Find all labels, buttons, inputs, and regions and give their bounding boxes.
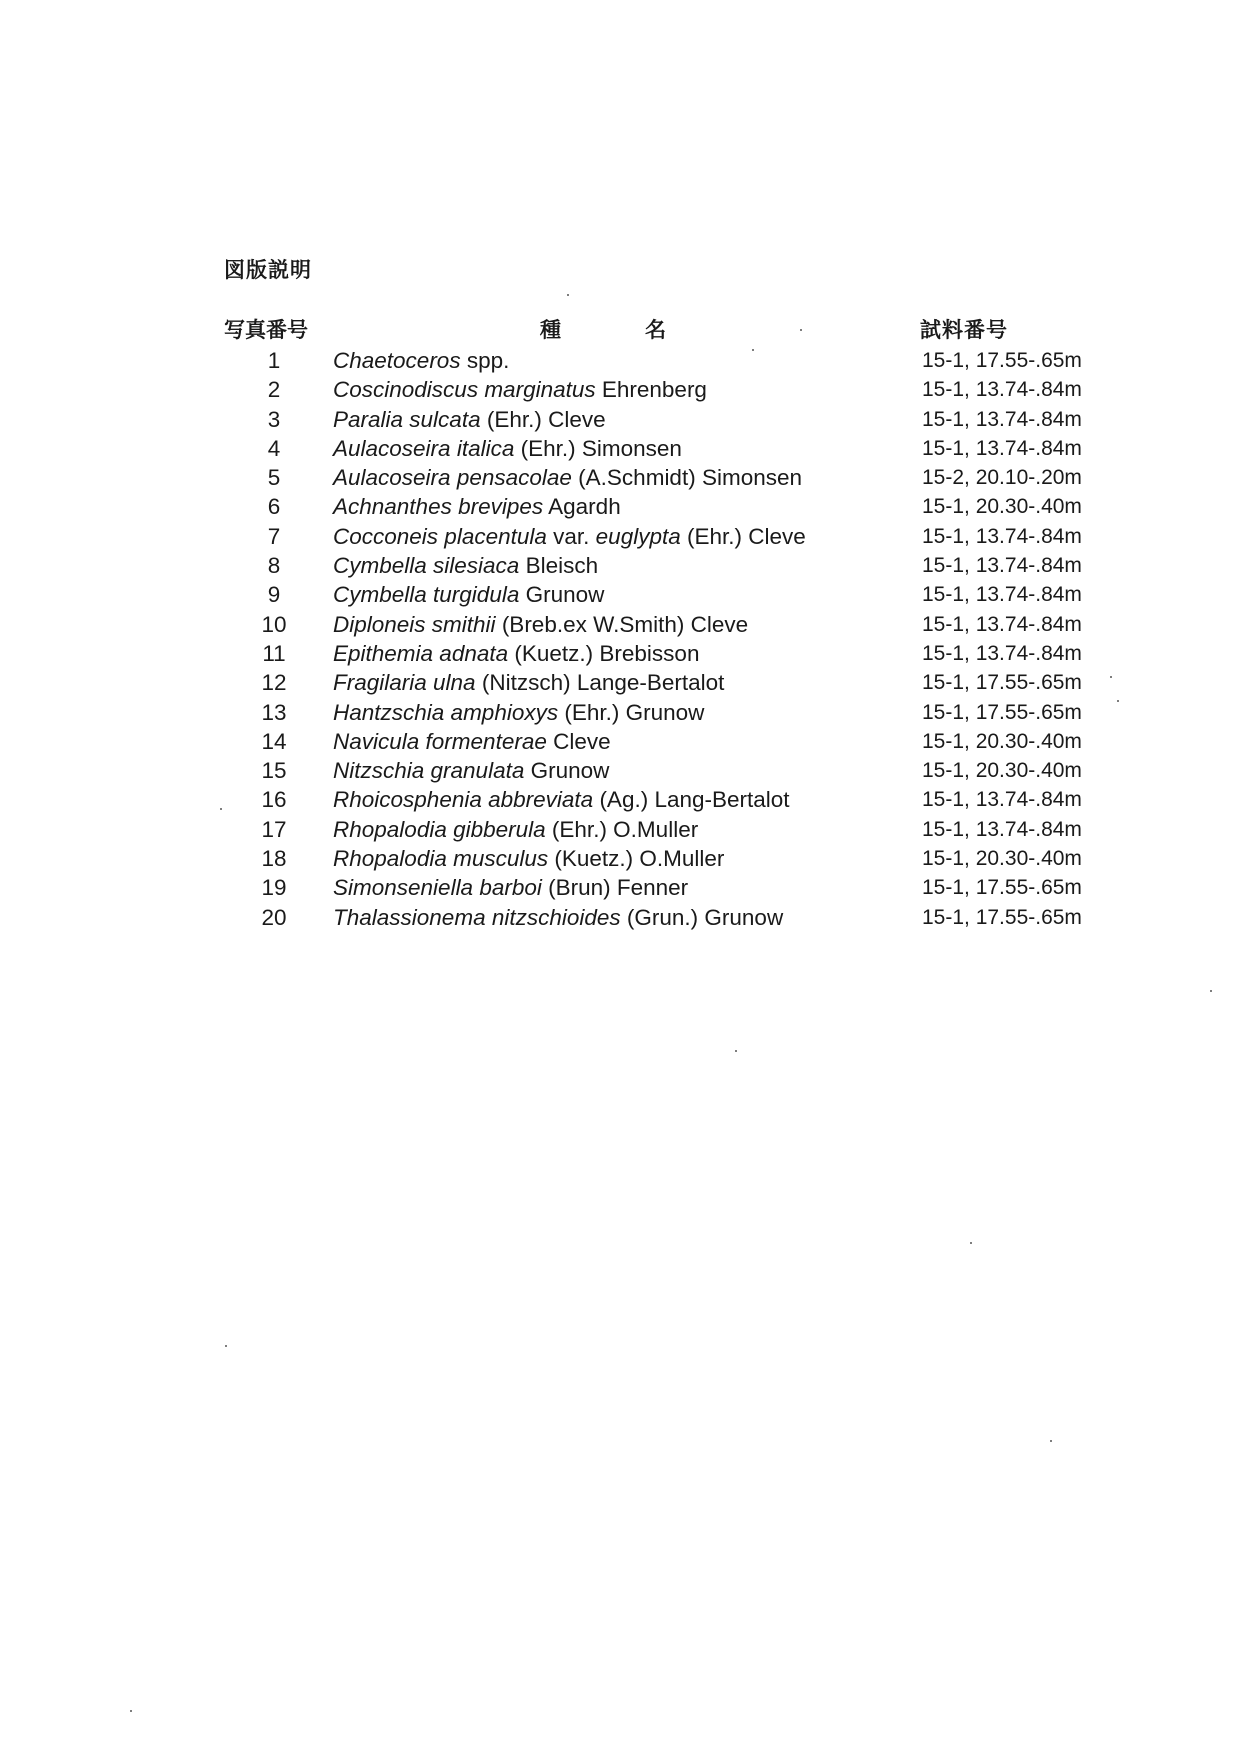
table-row [0,815,1236,844]
species-binomial: Thalassionema nitzschioides [333,904,621,930]
photo-number: 10 [261,611,287,637]
table-row [0,492,1236,521]
sample-number: 15-1, 17.55-.65m [922,671,1082,695]
sample-number: 15-1, 20.30-.40m [922,729,1082,753]
table-row [0,405,1236,434]
species-authority: Cleve [546,728,611,754]
species-binomial: Rhopalodia gibberula [333,816,546,842]
species-authority: (Kuetz.) Brebisson [508,640,700,666]
table-row [0,610,1236,639]
photo-number: 13 [261,699,287,725]
species-authority: var. [546,523,596,549]
table-row [0,756,1236,785]
species-authority: Bleisch [519,553,599,579]
scan-speck [567,294,569,296]
photo-number: 20 [261,904,287,930]
species-binomial: Achnanthes brevipes [333,494,544,520]
species-name [333,844,724,873]
species-binomial: Cymbella silesiaca [333,553,520,579]
photo-number: 18 [261,846,287,872]
sample-number: 15-1, 13.74-.84m [922,612,1082,636]
species-binomial: Cocconeis placentula [333,523,547,549]
species-name [333,551,598,580]
species-authority: (Ehr.) Simonsen [514,435,682,461]
species-binomial: Coscinodiscus marginatus [333,377,596,403]
scan-speck [225,1345,227,1347]
species-binomial: Aulacoseira italica [333,435,515,461]
species-authority: (Ag.) Lang-Bertalot [593,787,790,813]
sample-number: 15-1, 17.55-.65m [922,876,1082,900]
photo-number: 1 [267,348,281,373]
scan-speck [800,329,802,331]
table-row [0,698,1236,727]
species-binomial: Chaetoceros [333,348,461,373]
table-row [0,551,1236,580]
header-sample-number: 試料番号 [920,318,1008,342]
species-name [333,815,698,844]
species-name [333,639,699,668]
table-row [0,903,1236,932]
species-binomial: Hantzschia amphioxys [333,699,559,725]
sample-number: 15-1, 20.30-.40m [922,759,1082,783]
species-binomial: Fragilaria ulna [333,670,476,696]
scan-speck [735,1050,737,1052]
species-authority: (Brun) Fenner [541,875,689,901]
scan-speck [752,349,754,351]
photo-number: 3 [267,406,281,432]
scan-speck [1210,990,1212,992]
table-row [0,785,1236,814]
species-authority: Agardh [543,494,621,520]
species-name [333,346,509,375]
photo-number: 5 [267,465,281,491]
table-row [0,375,1236,404]
sample-number: 15-1, 13.74-.84m [922,524,1082,548]
sample-number: 15-1, 17.55-.65m [922,349,1082,372]
sample-number: 15-1, 13.74-.84m [922,817,1082,841]
species-binomial: Nitzschia granulata [333,758,525,784]
sample-number: 15-1, 17.55-.65m [922,905,1082,929]
species-binomial: Epithemia adnata [333,640,509,666]
variety-authority: (Ehr.) Cleve [680,523,806,549]
species-name [333,698,704,727]
species-binomial: Rhopalodia musculus [333,846,549,872]
sample-number: 15-1, 13.74-.84m [922,554,1082,578]
species-binomial: Paralia sulcata [333,406,481,432]
table-row [0,873,1236,902]
variety-name: euglypta [595,523,681,549]
sample-number: 15-1, 20.30-.40m [922,847,1082,871]
species-binomial: Aulacoseira pensacolae [333,465,572,491]
sample-number: 15-1, 13.74-.84m [922,407,1082,431]
species-authority: (Nitzsch) Lange-Bertalot [475,670,725,696]
species-name [333,668,724,697]
species-authority: (Ehr.) O.Muller [545,816,699,842]
species-name [333,756,609,785]
species-name [333,492,621,521]
species-name [333,463,802,492]
species-authority: Grunow [524,758,610,784]
scan-speck [220,808,222,810]
species-binomial: Diploneis smithii [333,611,496,637]
header-species-name: 種名 [540,318,750,342]
photo-number: 12 [261,670,287,696]
photo-number: 17 [261,816,287,842]
species-name [333,903,783,932]
species-name [333,580,604,609]
species-name [333,785,790,814]
species-authority: (A.Schmidt) Simonsen [571,465,802,491]
species-binomial: Cymbella turgidula [333,582,520,608]
photo-number: 6 [267,494,281,520]
species-name [333,873,688,902]
species-binomial: Simonseniella barboi [333,875,542,901]
table-row [0,639,1236,668]
photo-number: 14 [261,728,287,754]
species-name [333,434,682,463]
header-photo-number: 写真番号 [224,318,308,342]
species-authority: (Kuetz.) O.Muller [548,846,725,872]
species-name [333,375,707,404]
species-authority: (Ehr.) Grunow [558,699,705,725]
sample-number: 15-1, 13.74-.84m [922,788,1082,812]
sample-number: 15-1, 20.30-.40m [922,495,1082,519]
photo-number: 16 [261,787,287,813]
species-name [333,405,606,434]
table-header [0,314,1236,348]
species-authority: spp. [460,348,510,373]
scan-speck [130,1710,132,1712]
table-row [0,522,1236,551]
photo-number: 9 [267,582,281,608]
species-table [0,346,1236,932]
table-row [0,346,1236,375]
scan-speck [1110,676,1112,678]
table-row [0,727,1236,756]
species-name [333,727,611,756]
sample-number: 15-1, 17.55-.65m [922,700,1082,724]
table-row [0,580,1236,609]
species-authority: (Ehr.) Cleve [480,406,606,432]
sample-number: 15-1, 13.74-.84m [922,436,1082,460]
species-binomial: Navicula formenterae [333,728,547,754]
table-row [0,463,1236,492]
photo-number: 4 [267,435,281,461]
photo-number: 8 [267,553,281,579]
table-row [0,844,1236,873]
scan-speck [1050,1440,1052,1442]
scan-speck [970,1242,972,1244]
sample-number: 15-1, 13.74-.84m [922,378,1082,402]
photo-number: 7 [267,523,281,549]
species-authority: (Grun.) Grunow [620,904,784,930]
photo-number: 19 [261,875,287,901]
table-row [0,434,1236,463]
species-authority: (Breb.ex W.Smith) Cleve [495,611,749,637]
species-authority: Grunow [519,582,605,608]
photo-number: 2 [267,377,281,403]
sample-number: 15-2, 20.10-.20m [922,466,1082,490]
sample-number: 15-1, 13.74-.84m [922,641,1082,665]
species-name [333,610,748,639]
species-name [333,522,806,551]
species-binomial: Rhoicosphenia abbreviata [333,787,594,813]
photo-number: 15 [261,758,287,784]
sample-number: 15-1, 13.74-.84m [922,583,1082,607]
species-authority: Ehrenberg [595,377,707,403]
table-row [0,668,1236,697]
photo-number: 11 [262,640,286,666]
plate-explanation-title: 図版説明 [224,258,312,282]
scan-speck [1117,700,1119,702]
